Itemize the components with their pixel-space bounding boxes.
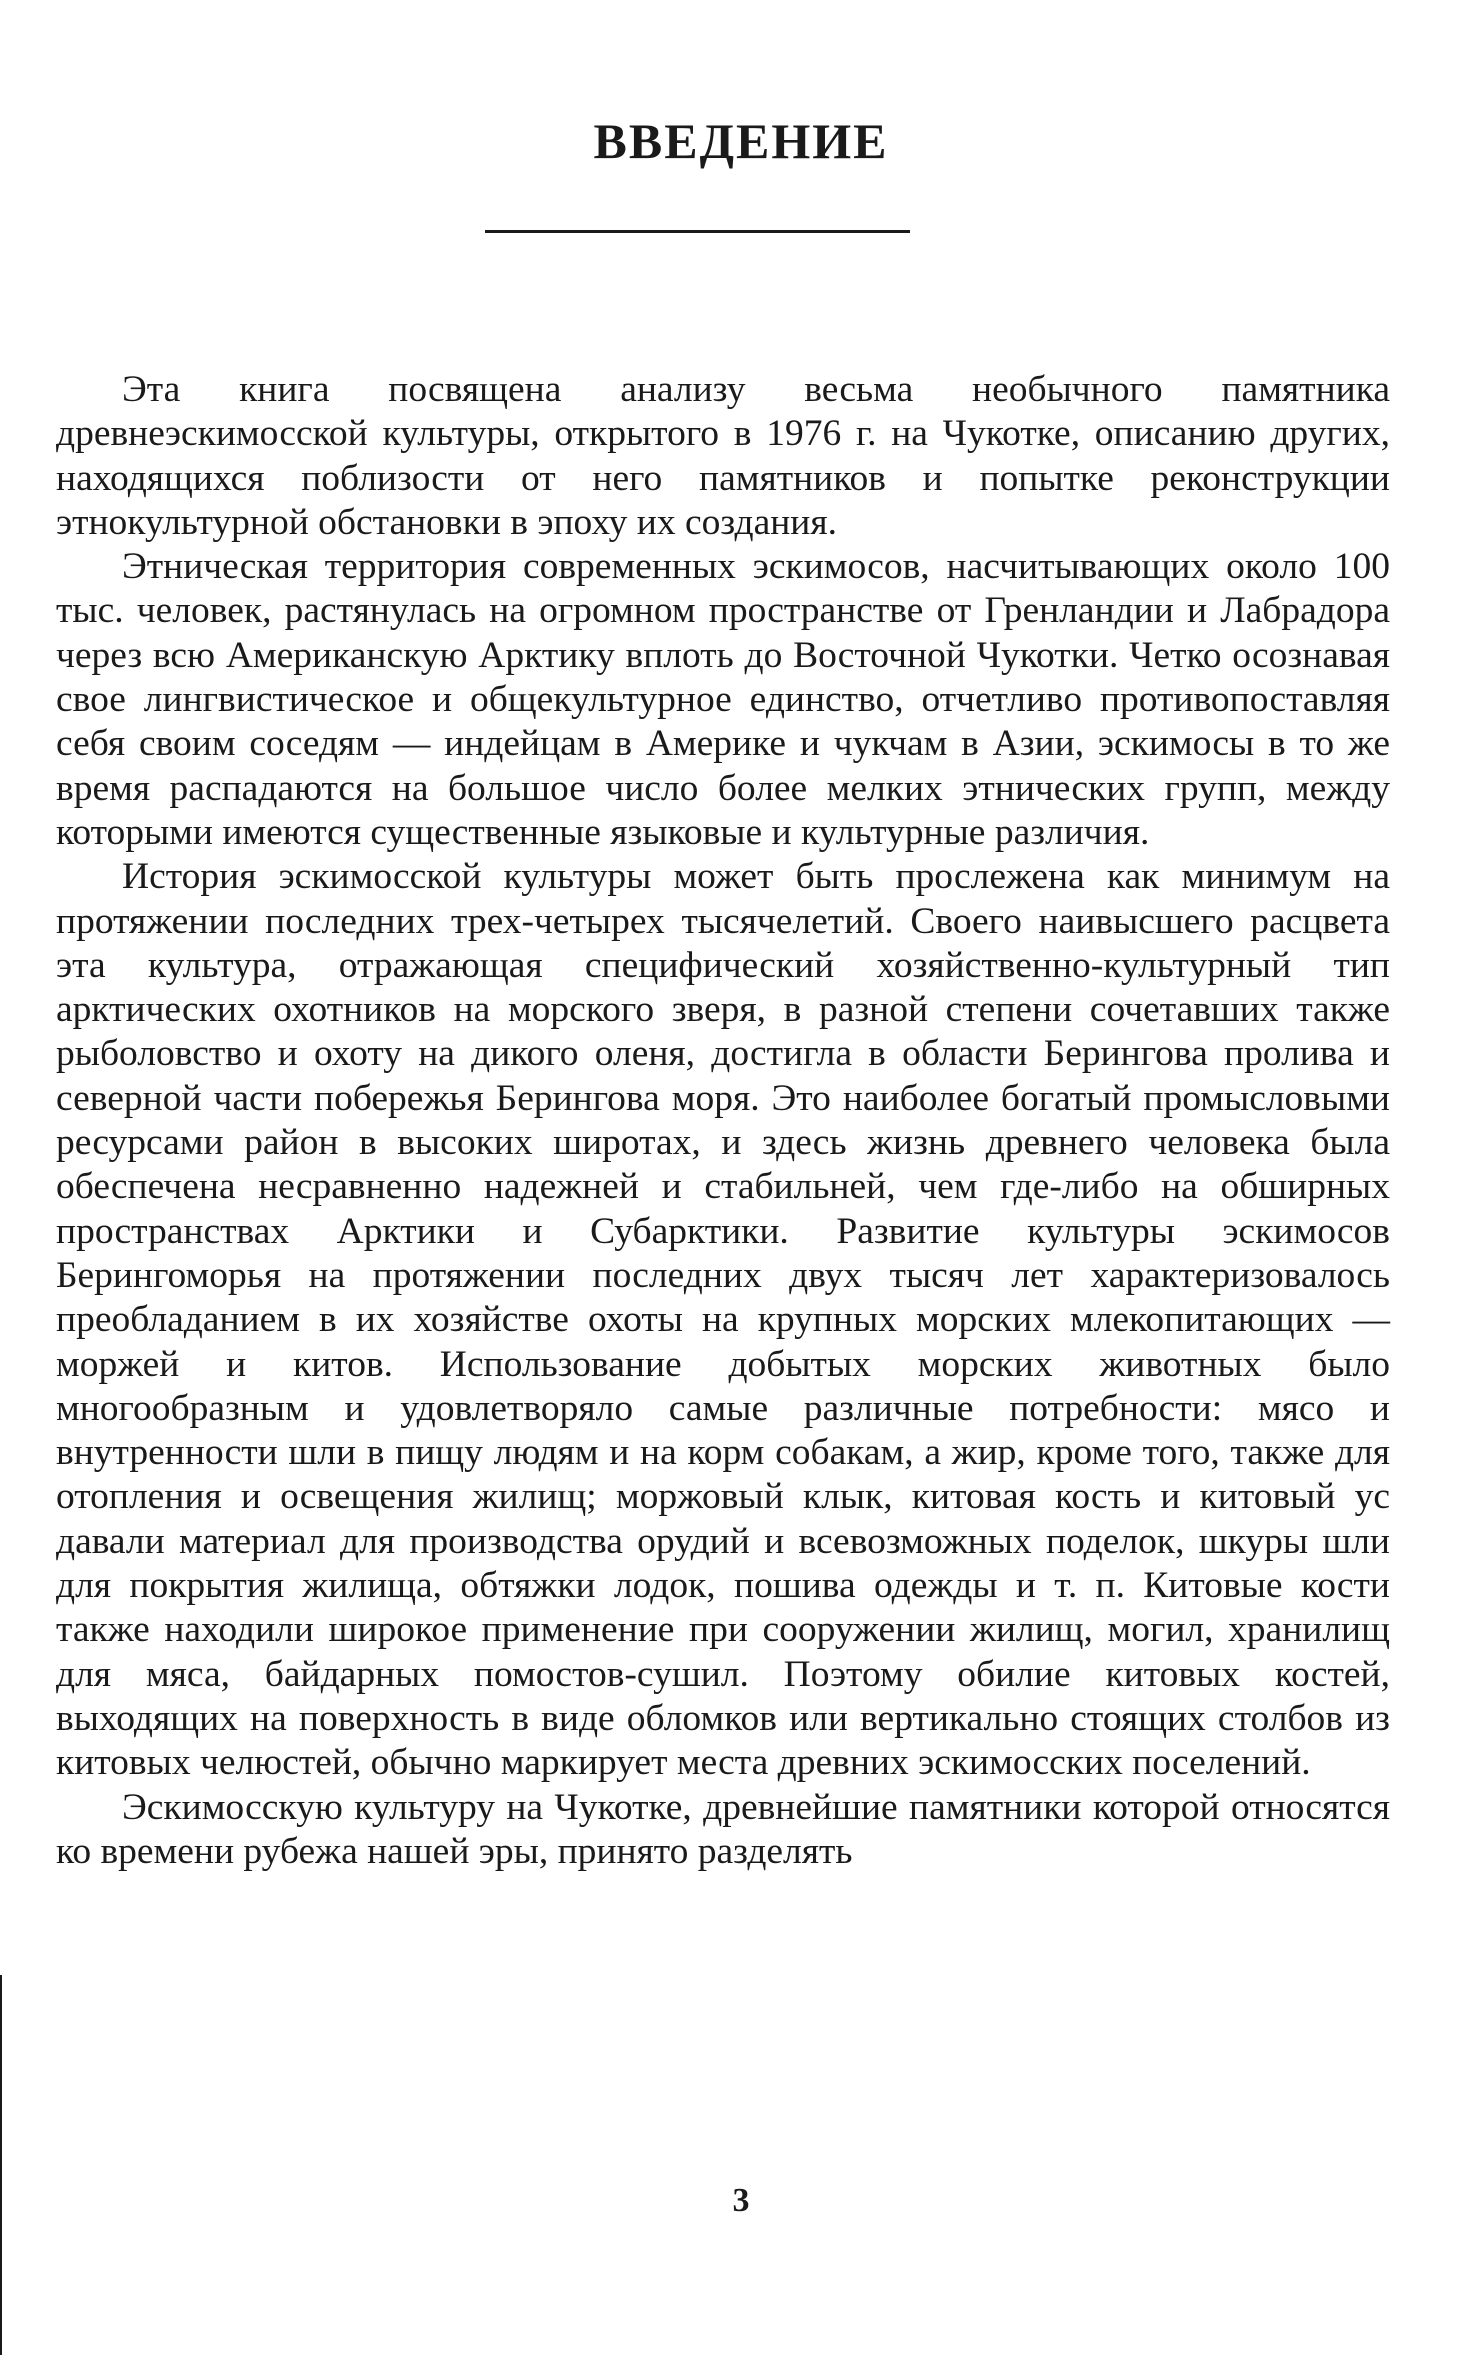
chapter-title: ВВЕДЕНИЕ — [593, 113, 889, 169]
paragraph-2: Этническая территория современных эскимосов, насчитывающих около 100 тыс. человек, растянулась на огромном пространстве от Гренландии и Лабрадора через всю Американскую Арктику вплоть до Восточной Чукотки. Четко осознавая свое лингвистическое и общекультурное единство, отчетливо противопоставляя себя своим соседям — индейцам в Америке и чукчам в Азии, эскимосы в то же время распадаются на большое число более мелких этнических групп, между которыми имеются существенные языковые и культурные различия. — [56, 546, 1390, 853]
paragraph-1: Эта книга посвящена анализу весьма необычного памятника древнеэскимосской культуры, открытого в 1976 г. на Чукотке, описанию других, находящихся поблизости от него памятников и попытке реконструкции этнокультурной обстановки в эпоху их создания. — [56, 369, 1390, 543]
title-divider — [485, 230, 910, 233]
body-text — [56, 368, 1390, 1874]
paragraph-4: Эскимосскую культуру на Чукотке, древнейшие памятники которой относятся ко времени рубежа нашей эры, принято разделять — [56, 1786, 1390, 1872]
page-number: 3 — [732, 2182, 750, 2219]
paragraph-3: История эскимосской культуры может быть прослежена как минимум на протяжении последних трех-четырех тысячелетий. Своего наивысшего расцвета эта культура, отражающая специфический хозяйственно-культурный тип арктических охотников на морского зверя, в разной степени сочетавших также рыболовство и охоту на дикого оленя, достигла в области Берингова пролива и северной части побережья Берингова моря. Это наиболее богатый промысловыми ресурсами район в высоких широтах, и здесь жизнь древнего человека была обеспечена несравненно надежней и стабильней, чем где-либо на обширных пространствах Арктики и Субарктики. Развитие культуры эскимосов Берингоморья на протяжении последних двух тысяч лет характеризовалось преобладанием в их хозяйстве охоты на крупных морских млекопитающих — моржей и китов. Использование добытых морских животных было многообразным и удовлетворяло самые различные потребности: мясо и внутренности шли в пищу людям и на корм собакам, а жир, кроме того, также для отопления и освещения жилищ; моржовый клык, китовая кость и китовый ус давали материал для производства орудий и всевозможных поделок, шкуры шли для покрытия жилища, обтяжки лодок, пошива одежды и т. п. Китовые кости также находили широкое применение при сооружении жилищ, могил, хранилищ для мяса, байдарных помостов-сушил. Поэтому обилие китовых костей, выходящих на поверхность в виде обломков или вертикально стоящих столбов из китовых челюстей, обычно маркирует места древних эскимосских поселений. — [56, 856, 1390, 1784]
margin-line — [0, 1975, 2, 2355]
